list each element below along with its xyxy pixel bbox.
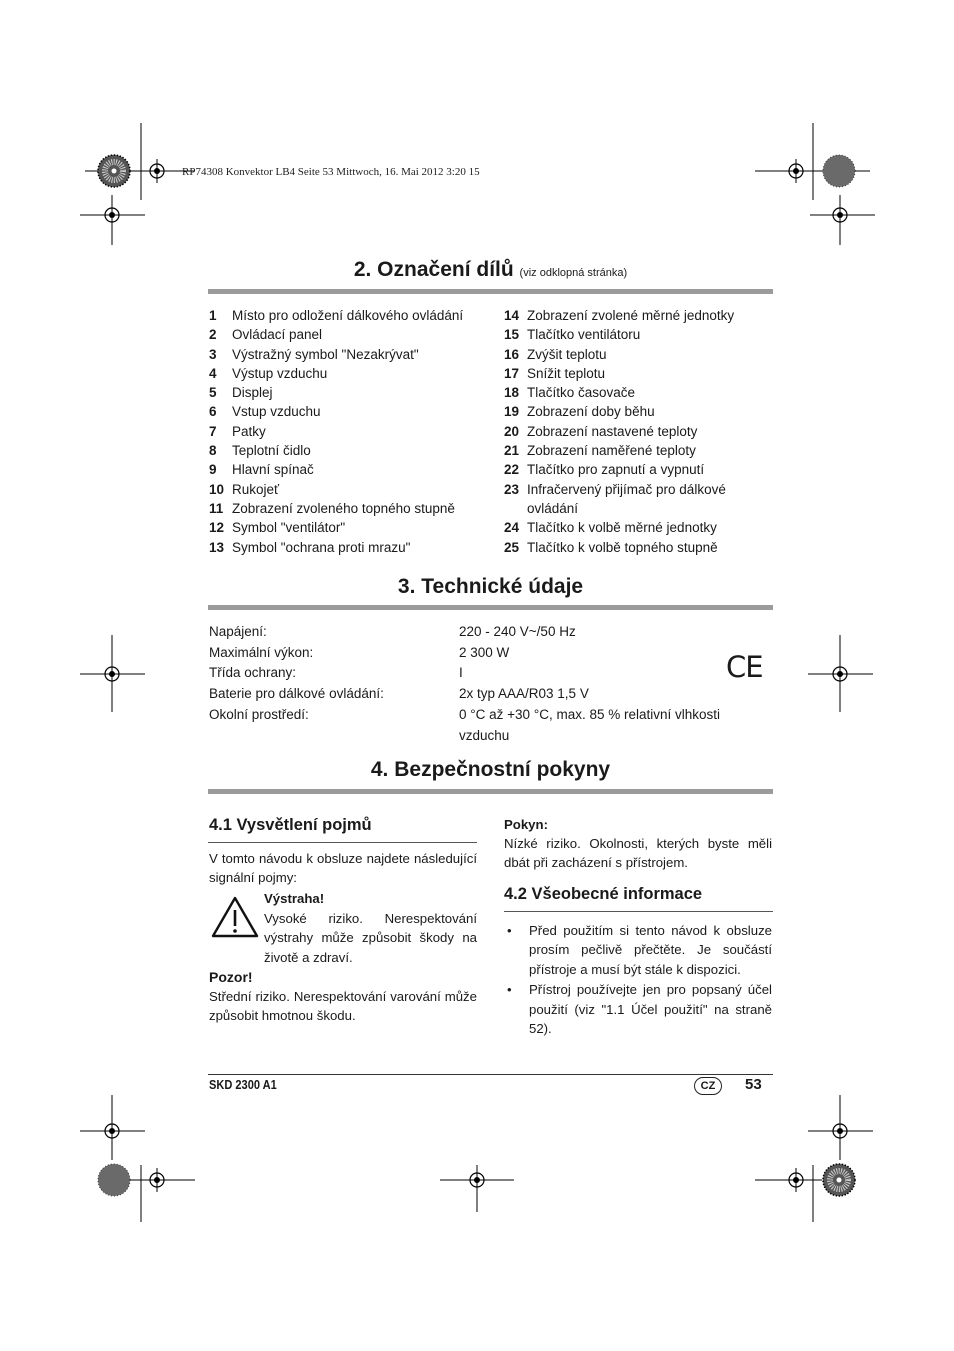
section-3-rule bbox=[208, 605, 773, 610]
tech-value: 2 300 W bbox=[459, 644, 510, 660]
part-label: Místo pro odložení dálkového ovládání bbox=[232, 308, 464, 323]
part-item bbox=[504, 538, 772, 557]
notice-text: Nízké riziko. Okolnosti, kterých byste měli dbát při zacházení s přístrojem. bbox=[504, 836, 772, 871]
ce-mark: CE bbox=[726, 650, 763, 684]
part-label: Zobrazení nastavené teploty bbox=[527, 423, 698, 439]
part-number: 20 bbox=[504, 423, 520, 439]
tech-row bbox=[209, 705, 769, 746]
footer-model: SKD 2300 A1 bbox=[209, 1077, 277, 1092]
part-number: 25 bbox=[504, 539, 520, 555]
part-item bbox=[504, 364, 772, 383]
part-number: 19 bbox=[504, 404, 520, 420]
part-number: 9 bbox=[209, 462, 217, 478]
part-item bbox=[209, 325, 499, 344]
part-label: Tlačítko časovače bbox=[527, 385, 636, 401]
parts-list-right bbox=[504, 306, 772, 557]
part-item bbox=[209, 383, 499, 402]
language-badge: CZ bbox=[694, 1077, 722, 1095]
part-number: 14 bbox=[504, 308, 520, 323]
part-item bbox=[209, 499, 499, 518]
part-item bbox=[504, 441, 772, 460]
warning-text: Vysoké riziko. Nerespektování výstrahy může způsobit škody na životě a zdraví. bbox=[264, 911, 477, 965]
part-number: 17 bbox=[504, 365, 520, 381]
part-number: 24 bbox=[504, 520, 520, 536]
part-label: Ovládací panel bbox=[232, 327, 323, 343]
section-2-rule bbox=[208, 289, 773, 294]
tech-label: Napájení: bbox=[209, 624, 267, 639]
part-item bbox=[209, 460, 499, 479]
tech-label: Třída ochrany: bbox=[209, 665, 297, 681]
intro-text: V tomto návodu k obsluze najdete následující signální pojmy: bbox=[209, 851, 477, 886]
part-item bbox=[209, 402, 499, 421]
tech-row bbox=[209, 622, 769, 643]
part-label: Symbol "ochrana proti mrazu" bbox=[232, 539, 411, 555]
part-label: Displej bbox=[232, 385, 273, 401]
warning-title: Výstraha! bbox=[264, 891, 325, 906]
part-number: 21 bbox=[504, 443, 520, 459]
part-number: 3 bbox=[209, 346, 217, 362]
bullet-text: Přístroj používejte jen pro popsaný účel použití (viz "1.1 Účel použití" na straně 52). bbox=[529, 982, 772, 1037]
part-number: 6 bbox=[209, 404, 217, 420]
part-item bbox=[504, 383, 772, 402]
footer-rule bbox=[208, 1074, 773, 1075]
tech-specs-table bbox=[209, 622, 769, 746]
part-item bbox=[504, 306, 772, 325]
bullet-icon: • bbox=[507, 923, 512, 938]
section-2-title: 2. Označení dílů bbox=[353, 258, 514, 281]
part-number: 11 bbox=[209, 500, 224, 516]
parts-list-left bbox=[209, 306, 499, 557]
part-item bbox=[209, 364, 499, 383]
part-number: 18 bbox=[504, 385, 520, 401]
section-4-rule bbox=[208, 789, 773, 794]
part-number: 1 bbox=[209, 308, 217, 323]
part-number: 23 bbox=[504, 481, 520, 497]
part-item bbox=[209, 306, 499, 325]
section-4-title: 4. Bezpečnostní pokyny bbox=[370, 758, 611, 781]
part-label: Zobrazení doby běhu bbox=[527, 404, 655, 420]
print-header: RP74308 Konvektor LB4 Seite 53 Mittwoch, 16. Mai 2012 3:20 15 bbox=[182, 166, 480, 178]
part-label: Symbol "ventilátor" bbox=[232, 520, 346, 536]
part-label: Zobrazení zvoleného topného stupně bbox=[232, 500, 455, 516]
part-label: Zobrazení naměřené teploty bbox=[527, 443, 696, 459]
tech-row bbox=[209, 663, 769, 684]
part-item bbox=[504, 402, 772, 421]
part-item bbox=[209, 441, 499, 460]
part-label: Teplotní čidlo bbox=[232, 443, 311, 459]
part-number: 4 bbox=[209, 365, 217, 381]
tech-value: 0 °C až +30 °C, max. 85 % relativní vlhkosti vzduchu bbox=[459, 706, 721, 743]
part-item bbox=[504, 460, 772, 479]
general-info-list bbox=[505, 921, 772, 1039]
tech-label: Maximální výkon: bbox=[209, 644, 314, 660]
part-label: Zvýšit teplotu bbox=[527, 346, 607, 362]
section-3-heading bbox=[209, 575, 772, 599]
part-number: 7 bbox=[209, 423, 217, 439]
bullet-item bbox=[505, 921, 772, 979]
tech-label: Okolní prostředí: bbox=[209, 706, 309, 722]
part-item bbox=[504, 345, 772, 364]
part-item bbox=[504, 325, 772, 344]
part-item bbox=[504, 518, 772, 537]
part-item bbox=[504, 422, 772, 441]
subsection-4-2-title: 4.2 Všeobecné informace bbox=[504, 885, 703, 903]
part-number: 16 bbox=[504, 346, 520, 362]
part-number: 5 bbox=[209, 385, 217, 401]
bullet-text: Před použitím si tento návod k obsluze prosím pečlivě přečtěte. Je součástí přístroje a musí být stále k dispozici. bbox=[529, 923, 772, 977]
part-number: 12 bbox=[209, 520, 225, 536]
part-label: Hlavní spínač bbox=[232, 462, 314, 478]
part-label: Vstup vzduchu bbox=[232, 404, 321, 420]
part-number: 15 bbox=[504, 327, 520, 343]
part-label: Tlačítko k volbě měrné jednotky bbox=[527, 520, 717, 536]
tech-value: 220 - 240 V~/50 Hz bbox=[459, 624, 576, 639]
part-item bbox=[504, 480, 772, 519]
subsection-4-2-rule bbox=[504, 911, 773, 912]
tech-value: I bbox=[459, 665, 463, 681]
tech-label: Baterie pro dálkové ovládání: bbox=[209, 686, 384, 702]
part-label: Rukojeť bbox=[232, 481, 280, 497]
part-item bbox=[209, 538, 499, 557]
part-item bbox=[209, 345, 499, 364]
part-label: Tlačítko k volbě topného stupně bbox=[527, 539, 718, 555]
part-label: Výstražný symbol "Nezakrývat" bbox=[232, 346, 419, 362]
part-number: 2 bbox=[209, 327, 217, 343]
part-number: 8 bbox=[209, 443, 217, 459]
tech-row bbox=[209, 684, 769, 705]
bullet-icon: • bbox=[507, 982, 512, 998]
part-label: Snížit teplotu bbox=[527, 365, 606, 381]
part-item bbox=[209, 518, 499, 537]
tech-row bbox=[209, 643, 769, 664]
part-label: Výstup vzduchu bbox=[232, 365, 328, 381]
part-item bbox=[209, 480, 499, 499]
part-label: Patky bbox=[232, 423, 266, 439]
section-2-note: (viz odklopná stránka) bbox=[519, 267, 628, 279]
subsection-4-1-title: 4.1 Vysvětlení pojmů bbox=[209, 816, 372, 834]
part-number: 13 bbox=[209, 539, 225, 555]
part-label: Tlačítko ventilátoru bbox=[527, 327, 641, 343]
section-3-title: 3. Technické údaje bbox=[397, 575, 584, 598]
section-4-heading bbox=[209, 758, 772, 782]
page-number: 53 bbox=[745, 1076, 762, 1093]
part-label: Zobrazení zvolené měrné jednotky bbox=[527, 308, 735, 323]
part-number: 10 bbox=[209, 481, 225, 497]
bullet-item bbox=[505, 980, 772, 1038]
tech-value: 2x typ AAA/R03 1,5 V bbox=[459, 686, 589, 702]
part-label: Tlačítko pro zapnutí a vypnutí bbox=[527, 462, 705, 478]
caution-text: Střední riziko. Nerespektování varování může způsobit hmotnou škodu. bbox=[209, 989, 477, 1024]
subsection-4-1-rule bbox=[208, 842, 477, 843]
warning-triangle-icon bbox=[210, 895, 260, 939]
part-number: 22 bbox=[504, 462, 520, 478]
part-label: Infračervený přijímač pro dálkové ovládání bbox=[527, 481, 726, 516]
notice-title: Pokyn: bbox=[504, 817, 548, 832]
section-2-heading bbox=[209, 258, 772, 282]
caution-title: Pozor! bbox=[209, 969, 253, 985]
part-item bbox=[209, 422, 499, 441]
